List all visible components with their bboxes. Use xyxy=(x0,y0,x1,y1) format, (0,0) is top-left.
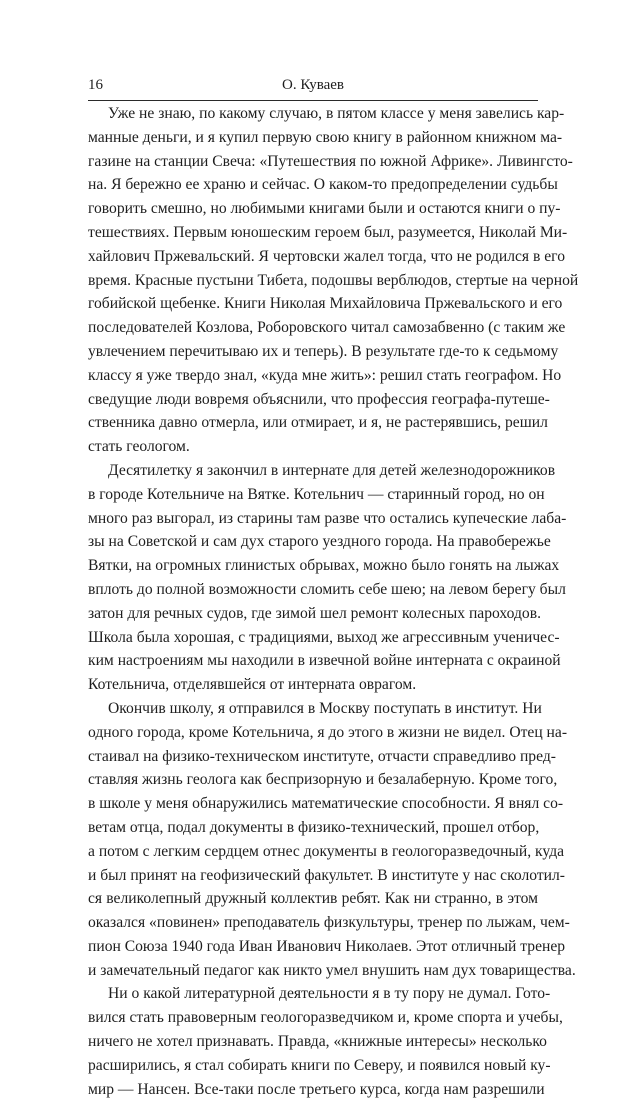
text-line: Вятки, на огромных глинистых обрывах, можно было гонять на лыжах xyxy=(88,557,560,575)
text-line: стаивал на физико-техническом институте, отчасти справедливо пред- xyxy=(88,747,556,765)
text-line: расширились, я стал собирать книги по Северу, и появился новый ку- xyxy=(88,1056,551,1074)
text-line: стать геологом. xyxy=(88,438,190,456)
text-line: зы на Советской и сам дух старого уездного города. На правобережье xyxy=(88,533,551,551)
text-line: ся великолепный дружный коллектив ребят. Как ни странно, в этом xyxy=(88,890,538,908)
text-line: последователей Козлова, Роборовского читал самозабвенно (с таким же xyxy=(88,319,566,337)
header-rule xyxy=(88,100,538,101)
text-line: ким настроениям мы находили в извечной войне интерната с окраиной xyxy=(88,652,561,670)
text-line: Котельнича, отделявшейся от интерната оврагом. xyxy=(88,676,417,694)
text-line: увлечением перечитываю их и теперь). В результате где-то к седьмому xyxy=(88,342,559,360)
text-line: сведущие люди вовремя объяснили, что профессия географа-путеше- xyxy=(88,390,550,408)
page-number: 16 xyxy=(88,77,103,93)
text-line: ничего не хотел признавать. Правда, «книжные интересы» несколько xyxy=(88,1033,547,1051)
text-line: тешествиях. Первым юношеским героем был, разумеется, Николай Ми- xyxy=(88,223,568,241)
running-title: О. Куваев xyxy=(282,77,344,93)
page-header xyxy=(88,72,538,98)
text-line: классу я уже твердо знал, «куда мне жить»: решил стать географом. Но xyxy=(88,366,562,384)
text-line: оказался «повинен» преподаватель физкультуры, тренер по лыжам, чем- xyxy=(88,914,570,932)
text-line: Уже не знаю, по какому случаю, в пятом классе у меня завелись кар- xyxy=(108,105,565,122)
text-line: Окончив школу, я отправился в Москву поступать в институт. Ни xyxy=(108,699,542,717)
text-line: а потом с легким сердцем отнес документы в геологоразведочный, куда xyxy=(88,842,565,860)
text-line: Ни о какой литературной деятельности я в ту пору не думал. Гото- xyxy=(108,985,551,1003)
text-line: одного города, кроме Котельнича, я до этого в жизни не видел. Отец на- xyxy=(88,723,568,741)
text-line: и замечательный педагог как никто умел внушить нам дух товарищества. xyxy=(88,961,576,979)
text-line: Десятилетку я закончил в интернате для детей железнодорожников xyxy=(108,461,556,479)
text-line: время. Красные пустыни Тибета, подошвы верблюдов, стертые на черной xyxy=(88,271,579,289)
text-line: в городе Котельниче на Вятке. Котельнич — старинный город, но он xyxy=(88,485,545,503)
text-line: гобийской щебенке. Книги Николая Михайловича Пржевальского и его xyxy=(88,295,563,313)
text-line: хайлович Пржевальский. Я чертовски жалел тогда, что не родился в его xyxy=(88,247,565,265)
text-line: мир — Нансен. Все-таки после третьего курса, когда нам разрешили xyxy=(88,1080,545,1098)
text-line: ставляя жизнь геолога как беспризорную и безалаберную. Кроме того, xyxy=(88,771,558,789)
text-line: и был принят на геофизический факультет. В институте у нас сколотил- xyxy=(88,866,565,884)
text-line: газине на станции Свеча: «Путешествия по южной Африке». Ливингсто- xyxy=(88,152,573,170)
text-line: в школе у меня обнаружились математические способности. Я внял со- xyxy=(88,795,564,813)
text-line: ственника давно отмерла, или отмирает, и я, не растерявшись, решил xyxy=(88,414,548,432)
text-line: затон для речных судов, где зимой шел ремонт колесных пароходов. xyxy=(88,604,541,622)
text-line: много раз выгорал, из старины там разве что остались купеческие лаба- xyxy=(88,509,567,527)
text-line: вплоть до полной возможности сломить себе шею; на левом берегу был xyxy=(88,580,566,598)
text-line: говорить смешно, но любимыми книгами были и остаются книги о пу- xyxy=(88,200,561,218)
text-line: на. Я бережно ее храню и сейчас. О каком-то предопределении судьбы xyxy=(88,176,558,194)
text-line: вился стать правоверным геологоразведчиком и, кроме спорта и учебы, xyxy=(88,1009,563,1027)
text-line: ветам отца, подал документы в физико-технический, прошел отбор, xyxy=(88,818,540,836)
text-line: Школа была хорошая, с традициями, выход же агрессивным ученичес- xyxy=(88,628,560,646)
text-line: манные деньги, и я купил первую свою книгу в районном книжном ма- xyxy=(88,128,563,146)
body-text xyxy=(88,102,579,1101)
text-line: пион Союза 1940 года Иван Иванович Николаев. Этот отличный тренер xyxy=(88,937,566,955)
